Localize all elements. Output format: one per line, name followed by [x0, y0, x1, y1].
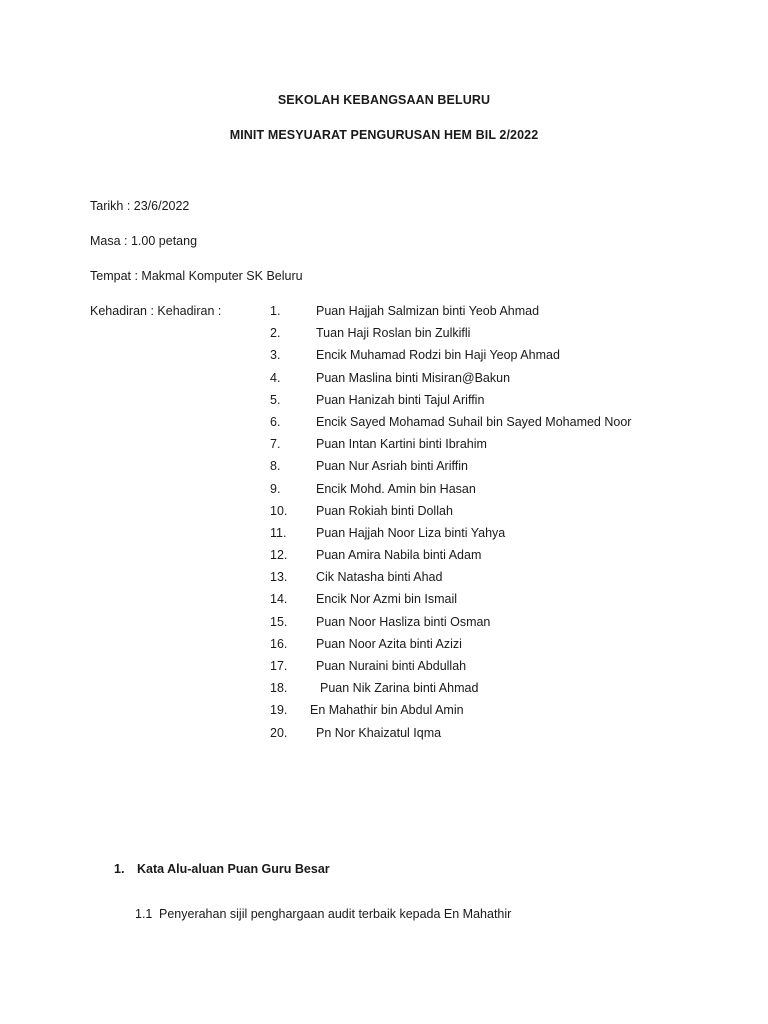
agenda-sub-item	[135, 908, 511, 921]
attendee-item	[0, 438, 768, 460]
attendee-item	[0, 638, 768, 660]
attendee-number: 9.	[270, 481, 281, 496]
attendee-item	[0, 416, 768, 438]
sub-item-number: 1.1	[135, 907, 153, 921]
attendee-number: 10.	[270, 503, 288, 518]
attendee-item	[0, 704, 768, 726]
attendee-number: 20.	[270, 725, 288, 740]
attendee-item	[0, 349, 768, 371]
section-title: Kata Alu-aluan Puan Guru Besar	[137, 862, 330, 876]
attendee-item	[0, 571, 768, 593]
attendee-item	[0, 483, 768, 505]
attendee-number: 4.	[270, 370, 281, 385]
attendee-name: Pn Nor Khaizatul Iqma	[316, 725, 442, 740]
attendee-name: Puan Amira Nabila binti Adam	[316, 548, 482, 563]
attendee-name: Puan Nuraini binti Abdullah	[316, 659, 467, 673]
attendee-list	[0, 305, 768, 749]
attendee-name: Puan Maslina binti Misiran@Bakun	[316, 370, 511, 385]
attendee-item	[0, 727, 768, 749]
attendee-number: 14.	[270, 592, 288, 607]
attendee-item	[0, 616, 768, 638]
attendee-item	[0, 372, 768, 394]
attendee-name: Puan Intan Kartini binti Ibrahim	[316, 437, 487, 452]
attendee-item	[0, 394, 768, 416]
attendee-name: Puan Hanizah binti Tajul Ariffin	[316, 392, 485, 407]
attendee-name: Encik Mohd. Amin bin Hasan	[316, 481, 476, 496]
attendee-name: Tuan Haji Roslan bin Zulkifli	[316, 326, 471, 341]
attendee-name: Encik Muhamad Rodzi bin Haji Yeop Ahmad	[316, 348, 560, 363]
sub-item-text: Penyerahan sijil penghargaan audit terbaik kepada En Mahathir	[159, 907, 512, 921]
time-field: Masa : 1.00 petang	[90, 234, 198, 248]
attendee-name: Puan Noor Hasliza binti Osman	[316, 614, 491, 629]
attendee-number: 5.	[270, 392, 281, 407]
attendee-number: 15.	[270, 614, 288, 629]
attendee-number: 17.	[270, 659, 288, 673]
attendee-item	[0, 460, 768, 482]
attendee-number: 13.	[270, 570, 288, 585]
attendee-number: 11.	[270, 525, 287, 540]
attendee-name: En Mahathir bin Abdul Amin	[310, 703, 464, 718]
attendee-number: 6.	[270, 414, 281, 429]
attendee-number: 2.	[270, 326, 281, 341]
venue-field: Tempat : Makmal Komputer SK Beluru	[90, 269, 303, 283]
school-title: SEKOLAH KEBANGSAAN BELURU	[277, 93, 491, 107]
date-field: Tarikh : 23/6/2022	[90, 199, 190, 213]
attendee-number: 16.	[270, 636, 288, 651]
section-number: 1.	[114, 862, 125, 876]
attendee-item	[0, 660, 768, 682]
attendee-number: 1.	[270, 304, 281, 318]
attendee-name: Puan Rokiah binti Dollah	[316, 503, 453, 518]
attendee-item	[0, 505, 768, 527]
attendee-number: 19.	[270, 703, 288, 718]
attendee-name: Encik Sayed Mohamad Suhail bin Sayed Mohamed Noor	[316, 414, 632, 429]
attendee-name: Puan Nik Zarina binti Ahmad	[320, 681, 479, 696]
attendee-number: 12.	[270, 548, 288, 563]
attendee-item	[0, 682, 768, 704]
attendee-name: Cik Natasha binti Ahad	[316, 570, 443, 585]
attendee-item	[0, 593, 768, 615]
meeting-title: MINIT MESYUARAT PENGURUSAN HEM BIL 2/2022	[229, 128, 539, 142]
attendee-name: Puan Noor Azita binti Azizi	[316, 636, 462, 651]
attendee-name: Puan Hajjah Salmizan binti Yeob Ahmad	[316, 304, 540, 318]
attendee-item	[0, 305, 768, 327]
attendee-name: Encik Nor Azmi bin Ismail	[316, 592, 458, 607]
attendee-number: 18.	[270, 681, 288, 696]
attendee-item	[0, 549, 768, 571]
agenda-section-heading	[114, 863, 330, 876]
attendee-item	[0, 527, 768, 549]
attendee-number: 3.	[270, 348, 281, 363]
attendee-name: Puan Nur Asriah binti Ariffin	[316, 459, 468, 474]
attendee-number: 7.	[270, 437, 281, 452]
attendee-number: 8.	[270, 459, 281, 474]
attendance-label: Kehadiran : Kehadiran :	[90, 304, 222, 318]
attendee-item	[0, 327, 768, 349]
attendee-name: Puan Hajjah Noor Liza binti Yahya	[316, 525, 506, 540]
